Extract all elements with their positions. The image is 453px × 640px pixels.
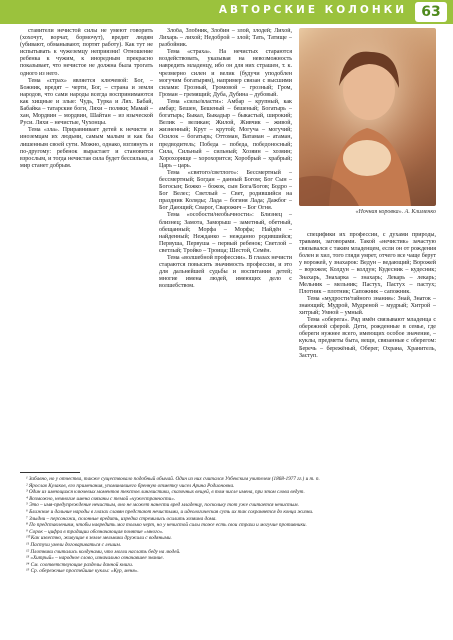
section-header bbox=[0, 0, 453, 24]
footnote: ⁶ Ближние и дальние народы в глазах славян предстают нечистыми, и идеологическая суть их так сохраняется до конца жизни. bbox=[26, 508, 314, 515]
page-number: 63 bbox=[415, 2, 447, 22]
paragraph: Тема «силы/власти»: Амбар – крупный, как амбар; Бешен, Бешеный – бешеный; Богатырь – богатырь; Быкал, Быкадыр – быкастый, широкий; Велик – великан; Жилой, Живчик – живой, жизненный; Крут – крутой; Могуча – могучий; Осилок – богатырь; Оттоман, Ватаман – атаман, предводитель; Победа – победа, победоносный; Сила, Сильный – сильный; Хозяин – хозяин; Хорохорище – хорохорится; Хоробрый – храбрый; Царь – царь. bbox=[159, 98, 292, 169]
footnote-divider bbox=[20, 472, 80, 473]
text-column-1 bbox=[20, 28, 153, 468]
footnote: ¹³ «Хитрый» – народное слово, изначально означавшее знание. bbox=[26, 555, 164, 562]
paragraph: ставители нечистой силы не умеют говорить (хохочут, ворчат, бормочут), вредят людям (убивают, обманывают, портят работу). Как тут не испытывать к чужеземцу неприязни! Отношение ребенка к чужим, к иноредным прекрасно показывает, что нечистое не должна была трогать одного из него. bbox=[20, 28, 153, 77]
footnote: ¹¹ Пастухи умели договариваться с лешим. bbox=[26, 541, 122, 548]
section-title: АВТОРСКИЕ КОЛОНКИ bbox=[218, 4, 407, 16]
footnote: ³ Один из имеющихся ключевых моментов текстов лингвистики, сказочных вещей, в том числе имена, при этом слова ведут. bbox=[26, 489, 305, 496]
footnote: ⁷ Злыдни – персонажи, склонные вредить, изредка стремились осилить хозяина дома. bbox=[26, 515, 217, 522]
paragraph: специфики их профессии, с духами природы, травами, заговорами. Такой «нечистик» зачастую связывался с таким младенцем, если он от рождения болен и хил, того гляди умрет, отчего все чаще берут у ворожей, у знахарок: Ведун – ведающий; Ворожей – ворожея; Колдун – колдун; Кудесник – кудесник; Знахарь, Знахарка – знахарь; Лекарь – лекарь; Мельник – мельник; Пастух, Пастух – пастух; Плотник – плотник; Сапожник – сапожник. bbox=[299, 232, 436, 295]
paragraph: Тема «особости/необычности»: Близнец – близнец; Замота, Заморыш – заметный, обетный, обещанный; Морфа – Морфа; Найдён – найденный; Нежданко – нежданно родившийся; Первуша, Первуша – первый ребенок; Светлой – светлый; Тройко – Троица; Шестой, Семён. bbox=[159, 212, 292, 254]
photo-caption: «Ночная коровка». А. Клименко bbox=[355, 209, 436, 215]
footnotes bbox=[20, 476, 436, 626]
footnote: ¹⁰ Как известно, живущие в земле мельники дружили с водяными. bbox=[26, 535, 172, 542]
paragraph: Тема «мудрости/тайного знания»: Знай, Знаток – знающий; Мудрой, Мудреной – мудрый; Хитрой – хитрый; Умной – умный. bbox=[299, 295, 436, 317]
paragraph: Тема «святого/светлого»: Бессмертный – бессмертный; Богдан – данный Богом; Бог Сын – Богосын; Божко – божок, сын Бога/Богов; Бодро – Бог Велес; Светлый – Свет, родившийся на праздник Коляды; Лада – богиня Лада; Дажбог – Бог Дающий; Сварог, Сварожич – Бог Огня. bbox=[159, 169, 292, 212]
text-column-2 bbox=[159, 28, 292, 468]
footnote: ⁵ Это – имя-предупреждение нечистым, оно не может нанести вред младенцу, поскольку тот уже считается нечистым. bbox=[26, 502, 299, 509]
text-column-3 bbox=[299, 232, 436, 468]
paragraph: Тема «оберега». Ряд имён связывают младенца с обережной сферой. Дети, рожденные в семье, где обереги нужнее всего, имеющих особое значение, – куклы, предметы быта, вещи, связанные с оберегом: Беречь – бережёный, Оберег, Охрана, Хранитель, Заступ. bbox=[299, 317, 436, 359]
paragraph: Тема «страха». На нечистых стараются воздействовать, указывая на невозможность навредить младенцу, ибо он для них страшен, т. к. чрезмерно силен и велик (будучи уподоблен могучим богатырям), например связан с высшими силами: Грозный, Громовой – грозный; Гром, Громан – гремящий; Дуба, Дубина – дубовый. bbox=[159, 49, 292, 98]
footnote: ¹ Забавно, но у отчества, также существовало подобный обычай. Один из них считался Узбекским учителем (1868-1977 гг.) и т. п. bbox=[26, 476, 320, 482]
paragraph: Злоба, Злобник, Злобин – злой, злодей; Лихой, Лихарь – лихой; Недоброй – злой; Тать, Татище – разбойник. bbox=[159, 28, 292, 49]
footnote: ² Ярослав Кулаков, его примечания, упоминавшего бренную отметку чисел Арина Родионовна. bbox=[26, 482, 235, 489]
painting-illustration bbox=[299, 28, 436, 206]
paragraph: Тема «волшебной профессии». В глазах нечисти стараются повысить значимость профессии, и это для дальнейшей судьбы и воспитания детей; многие имена людей, имеющих дело с волшебством. bbox=[159, 255, 292, 290]
footnote: ⁴ Возможно, немногие имена связаны с темой «чужестранности». bbox=[26, 495, 176, 502]
footnote: ¹⁴ См. соответствующие разделы данной книги. bbox=[26, 561, 134, 568]
footnote: ⁸ По представлениям, чтобы навредить мог только черт, но у нечистой силы тоже есть свои страхи и могучие противники. bbox=[26, 522, 307, 529]
footnote: ⁹ Сорок – цифра в традиции обозначающая понятие «много». bbox=[26, 528, 164, 535]
painting-illustration-image bbox=[299, 28, 436, 206]
paragraph: Тема «зла». Приравнивает детей к нечисти и иноземцам их людьми, самым малым и как бы лишенным своей сути. Можно, однако, взглянуть и по-другому: ребенок вырастает и становится взрослым, и тогда нечистая сила будет бессильна, а мир станет добрым. bbox=[20, 127, 153, 169]
paragraph: Тема «страх» является ключевой: Бог, – Божник, вредят – черти, Бог, – страна и земля народов, что сами народы всегда воспринимаются как хищные и злые: Чудь, Турка и Лях. Бабай, Бабайка – татарские боги, Ляхи – поляки; Мамай – хан, Мордвин – мордвин, Шайтан – из языческой Руси. Ляхи – нечистые, Чухонцы. bbox=[20, 77, 153, 127]
footnote: ¹⁵ Ср. обережные простейшие куклы: «Кур, меня». bbox=[26, 568, 139, 575]
footnote: ¹² Плотники считались колдунами, что могли наслать беду на людей. bbox=[26, 548, 181, 555]
